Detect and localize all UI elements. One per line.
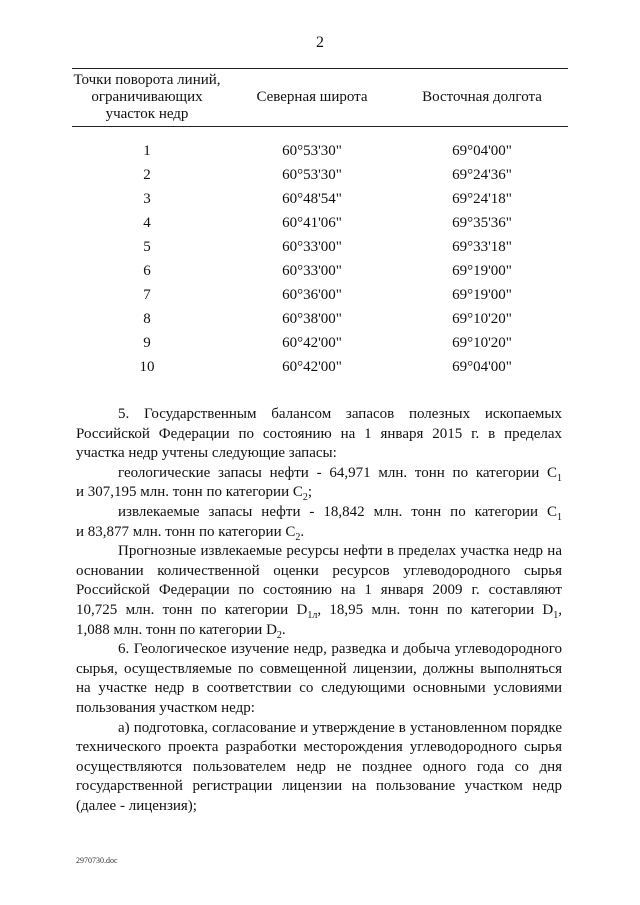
table-row	[72, 191, 568, 215]
item-a-line: а) подготовка, согласование и утверждение в установленном порядке	[118, 719, 562, 736]
category-subscript: 1л	[307, 609, 318, 621]
longitude-cell: 69°24'18"	[452, 191, 512, 207]
table-row	[72, 215, 568, 239]
header-points-line: участок недр	[105, 106, 189, 122]
category-subscript: 1	[553, 609, 559, 621]
longitude-cell: 69°24'36"	[452, 167, 512, 183]
item-a-line: технического проекта разработки месторождения углеводородного сырья	[76, 739, 562, 756]
table-row	[72, 263, 568, 287]
section-6-line: пользования участком недр:	[76, 699, 255, 716]
longitude-cell: 69°33'18"	[452, 239, 512, 255]
forecast-resources-line	[76, 621, 562, 641]
longitude-cell: 69°19'00"	[452, 263, 512, 279]
section-5-line: участка недр учтены следующие запасы:	[76, 445, 337, 462]
point-number: 1	[143, 143, 151, 159]
point-number: 6	[143, 263, 151, 279]
table-row	[72, 239, 568, 263]
body-text	[76, 405, 562, 816]
category-subscript: 2	[276, 629, 282, 641]
latitude-cell: 60°41'06"	[282, 215, 342, 231]
recoverable-reserves-text: извлекаемые запасы нефти - 18,842 млн. тонн по категории C	[118, 503, 557, 520]
table-header-rule	[72, 126, 568, 127]
category-subscript: 2	[302, 492, 308, 504]
latitude-cell: 60°42'00"	[282, 359, 342, 375]
point-number: 5	[143, 239, 151, 255]
punctuation: ,	[558, 601, 563, 618]
punctuation: .	[281, 621, 286, 638]
forecast-resources-line: основании количественной оценки ресурсов углеводородного сырья	[76, 562, 562, 579]
category-subscript: 2	[295, 531, 301, 543]
latitude-cell: 60°53'30"	[282, 167, 342, 183]
geological-reserves-line	[76, 483, 562, 503]
longitude-cell: 69°04'00"	[452, 359, 512, 375]
table-row	[72, 335, 568, 359]
geological-reserves-text: и 307,195 млн. тонн по категории C	[76, 484, 303, 501]
latitude-cell: 60°36'00"	[282, 287, 342, 303]
section-6-line: сырья, осуществляемые по совмещенной лицензии, должны выполняться	[76, 660, 562, 677]
forecast-resources-text: 10,725 млн. тонн по категории D	[76, 601, 308, 618]
point-number: 4	[143, 215, 151, 231]
table-row	[72, 167, 568, 191]
recoverable-reserves-line	[76, 503, 562, 523]
point-number: 9	[143, 335, 151, 351]
recoverable-reserves-text: и 83,877 млн. тонн по категории C	[76, 523, 296, 540]
forecast-resources-text: 1,088 млн. тонн по категории D	[76, 621, 277, 638]
header-points-line: Точки поворота линий,	[73, 72, 221, 88]
header-longitude: Восточная долгота	[422, 89, 542, 105]
item-a-line: осуществляются пользователем недр не позднее одного года со дня	[76, 758, 562, 775]
geological-reserves-text: геологические запасы нефти - 64,971 млн. тонн по категории C	[118, 464, 557, 481]
header-latitude: Северная широта	[256, 89, 368, 105]
point-number: 3	[143, 191, 151, 207]
geological-reserves-line	[76, 464, 562, 484]
punctuation: .	[300, 523, 305, 540]
longitude-cell: 69°04'00"	[452, 143, 512, 159]
point-number: 7	[143, 287, 151, 303]
category-subscript: 1	[557, 511, 562, 523]
longitude-cell: 69°35'36"	[452, 215, 512, 231]
item-a-line: (далее - лицензия);	[76, 797, 197, 814]
item-a-line: государственной регистрации лицензии на пользование участком недр	[76, 778, 562, 795]
point-number: 2	[143, 167, 151, 183]
section-5-line: 5. Государственным балансом запасов полезных ископаемых	[118, 406, 562, 422]
latitude-cell: 60°42'00"	[282, 335, 342, 351]
category-subscript: 1	[557, 472, 562, 484]
section-5-line: Российской Федерации по состоянию на 1 января 2015 г. в пределах	[76, 425, 562, 442]
point-number: 10	[139, 359, 155, 375]
latitude-cell: 60°33'00"	[282, 263, 342, 279]
section-6-line: 6. Геологическое изучение недр, разведка и добыча углеводородного	[118, 641, 562, 658]
longitude-cell: 69°10'20"	[452, 311, 512, 327]
header-points-line: ограничивающих	[91, 89, 203, 105]
table-row	[72, 287, 568, 311]
forecast-resources-line: Российской Федерации по состоянию на 1 января 2009 г. составляют	[76, 582, 562, 599]
latitude-cell: 60°33'00"	[282, 239, 342, 255]
header-points	[72, 72, 222, 123]
punctuation: ;	[307, 484, 313, 501]
table-row	[72, 143, 568, 167]
recoverable-reserves-line	[76, 523, 562, 543]
latitude-cell: 60°48'54"	[282, 191, 342, 207]
forecast-resources-line: Прогнозные извлекаемые ресурсы нефти в пределах участка недр на	[118, 543, 562, 560]
section-6-line: на участке недр в соответствии со следующими основными условиями	[76, 680, 562, 697]
latitude-cell: 60°53'30"	[282, 143, 342, 159]
longitude-cell: 69°10'20"	[452, 335, 512, 351]
point-number: 8	[143, 311, 151, 327]
table-row	[72, 311, 568, 335]
footer-filename: 2970730.doc	[76, 856, 118, 865]
forecast-resources-text: , 18,95 млн. тонн по категории D	[317, 601, 554, 618]
forecast-resources-line	[76, 601, 562, 621]
latitude-cell: 60°38'00"	[282, 311, 342, 327]
table-row	[72, 359, 568, 383]
longitude-cell: 69°19'00"	[452, 287, 512, 303]
page-number: 2	[316, 34, 324, 51]
table-top-rule	[72, 68, 568, 69]
